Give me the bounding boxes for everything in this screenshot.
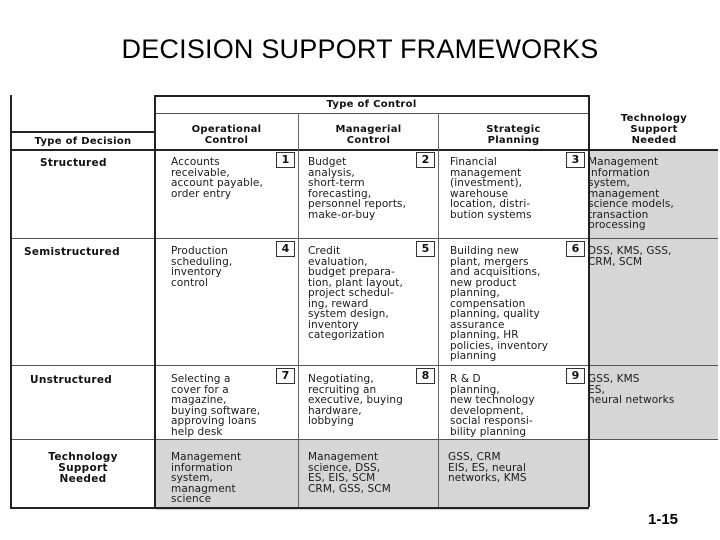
- row-label-semistructured: Semistructured: [24, 246, 120, 258]
- row-label-unstructured: Unstructured: [30, 374, 113, 386]
- line-row-3: [10, 439, 718, 440]
- line-col-2: [298, 113, 299, 507]
- cell-structured-strategic: Financial management (investment), warehouse location, distri- bution systems: [450, 156, 532, 221]
- type-of-decision-header: Type of Decision: [34, 136, 132, 147]
- cell-number-2: 2: [416, 152, 435, 168]
- cell-technology-strategic: GSS, CRM EIS, ES, neural networks, KMS: [448, 451, 527, 484]
- cell-structured-technology: Management information system, management science models, transaction processing: [588, 156, 674, 231]
- cell-technology-managerial: Management science, DSS, ES, EIS, SCM CRM, GSS, SCM: [308, 451, 391, 495]
- cell-number-7: 7: [276, 368, 295, 384]
- cell-technology-operational: Management information system, managment science: [171, 451, 242, 505]
- cell-semistructured-managerial: Credit evaluation, budget prepara- tion, plant layout, project schedul- ing, reward system design, inventory categorization: [308, 245, 403, 341]
- cell-unstructured-operational: Selecting a cover for a magazine, buying software, approving loans help desk: [171, 373, 261, 438]
- type-of-control-header: Type of Control: [326, 99, 417, 110]
- technology-support-header: Technology Support Needed: [620, 113, 688, 146]
- row-label-technology: Technology Support Needed: [48, 451, 118, 485]
- line-bottom: [10, 507, 589, 509]
- line-under-control: [155, 113, 589, 114]
- cell-semistructured-strategic: Building new plant, mergers and acquisitions, new product planning, compensation planning, quality assurance planning, HR policies, inventory planning: [450, 245, 549, 362]
- row-label-structured: Structured: [40, 157, 107, 169]
- managerial-control-header: Managerial Control: [335, 124, 402, 146]
- page-number: 1-15: [647, 511, 679, 528]
- cell-unstructured-strategic: R & D planning, new technology development, social responsi- bility planning: [450, 373, 535, 438]
- line-col-1: [154, 95, 156, 507]
- slide-title: DECISION SUPPORT FRAMEWORKS: [121, 34, 599, 64]
- operational-control-header: Operational Control: [191, 124, 262, 146]
- line-top-decision: [10, 131, 155, 133]
- cell-semistructured-technology: DSS, KMS, GSS, CRM, SCM: [588, 245, 672, 268]
- strategic-planning-header: Strategic Planning: [486, 124, 541, 146]
- line-top-control: [155, 95, 589, 97]
- cell-semistructured-operational: Production scheduling, inventory control: [171, 245, 233, 289]
- line-col-3: [438, 113, 439, 507]
- cell-number-6: 6: [566, 241, 585, 257]
- line-row-1: [10, 238, 718, 239]
- cell-structured-managerial: Budget analysis, short-term forecasting, personnel reports, make-or-buy: [308, 156, 407, 221]
- cell-structured-operational: Accounts receivable, account payable, order entry: [171, 156, 263, 200]
- cell-number-1: 1: [276, 152, 295, 168]
- line-left: [10, 95, 12, 507]
- cell-number-3: 3: [566, 152, 585, 168]
- line-row-2: [10, 365, 718, 366]
- line-header-bottom: [10, 149, 718, 151]
- cell-number-9: 9: [566, 368, 585, 384]
- cell-number-5: 5: [416, 241, 435, 257]
- cell-unstructured-technology: GSS, KMS ES, neural networks: [588, 373, 675, 406]
- cell-number-8: 8: [416, 368, 435, 384]
- decision-framework-table: [10, 93, 718, 510]
- cell-number-4: 4: [276, 241, 295, 257]
- cell-unstructured-managerial: Negotiating, recruiting an executive, buying hardware, lobbying: [308, 373, 403, 427]
